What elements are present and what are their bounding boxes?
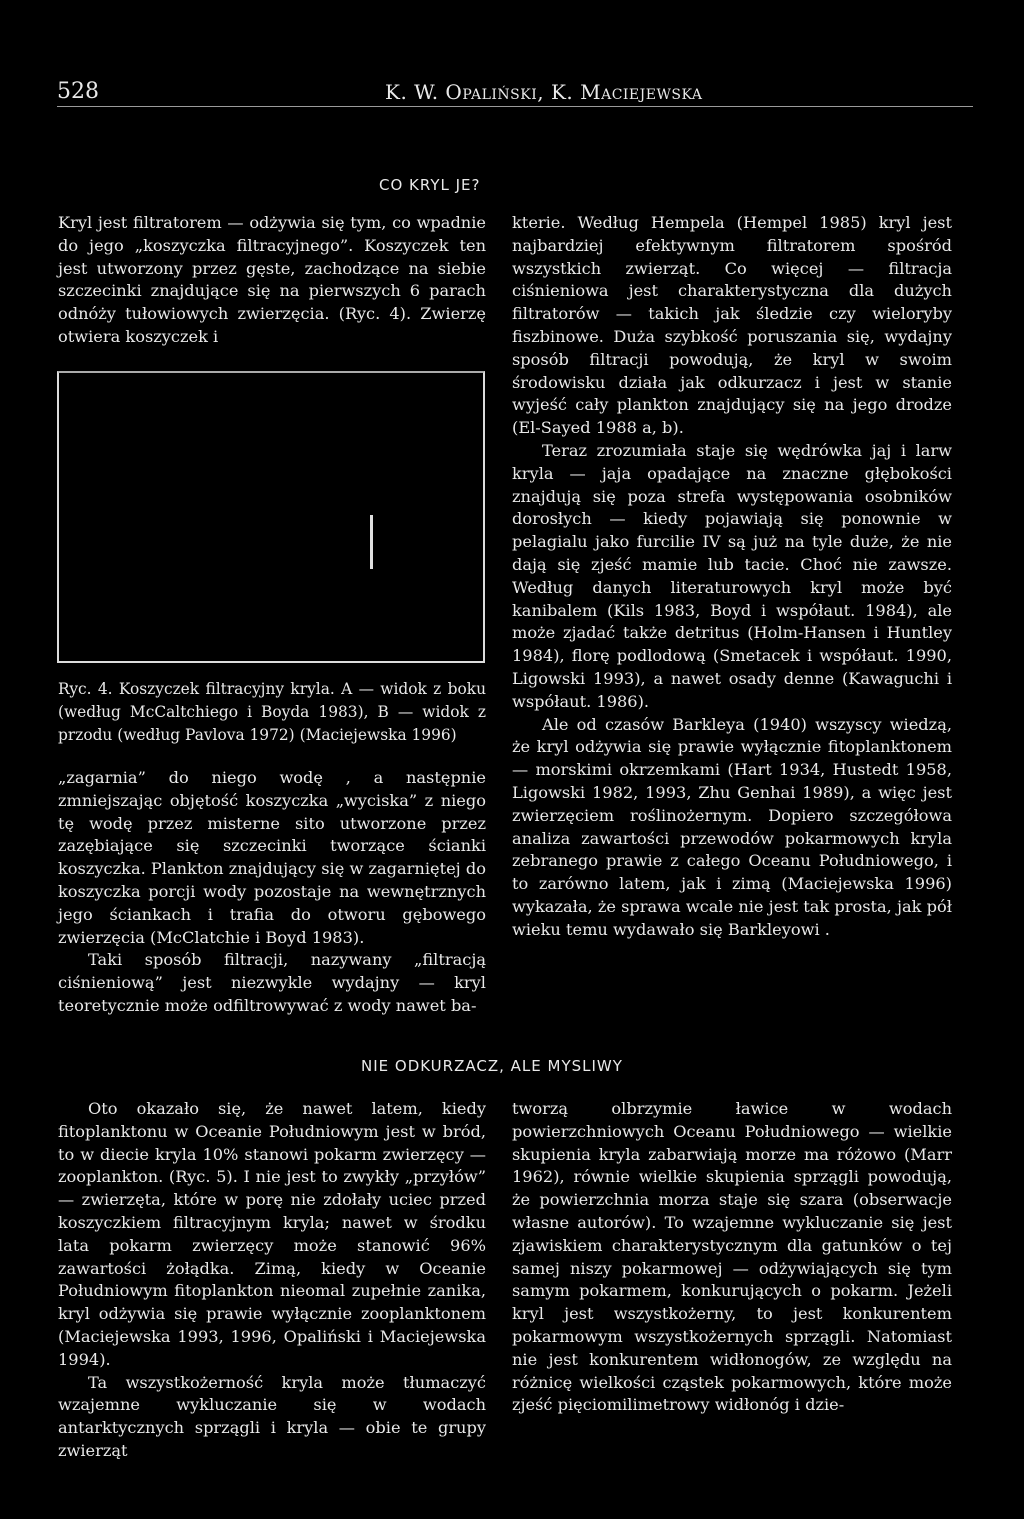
figure-mark xyxy=(370,515,373,569)
paragraph: Kryl jest filtratorem — odżywia się tym, co wpadnie do jego „koszyczka filtracyjnego”. Koszyczek ten jest utworzony przez gęste, zachodzące na siebie szczecinki znajdujące się na pierwszych 6 parach odnóży tułowiowych zwierzęcia. (Ryc. 4). Zwierzę otwiera koszyczek i xyxy=(58,213,486,346)
header-rule xyxy=(57,106,973,107)
paragraph: Oto okazało się, że nawet latem, kiedy fitoplanktonu w Oceanie Południowym jest w bród, to w diecie kryla 10% stanowi pokarm zwierzęcy — zooplankton. (Ryc. 5). I nie jest to zwykły „przyłów” — zwierzęta, które w porę nie zdołały uciec przed koszyczkiem filtracyjnym kryla; nawet w środku lata pokarm zwierzęcy może stanowić 96% zawartości żołądka. Zimą, kiedy w Oceanie Południowym fitoplankton nieomal zupełnie zanika, kryl odżywia się prawie wyłącznie zooplanktonem (Maciejewska 1993, 1996, Opaliński i Maciejewska 1994). xyxy=(58,1099,486,1369)
running-head-text: K. W. Opaliński, K. Maciejewska xyxy=(385,80,703,104)
page-number: 528 xyxy=(57,79,99,104)
figure-caption: Ryc. 4. Koszyczek filtracyjny kryla. A — widok z boku (według McCaltchiego i Boyda 1983), B — widok z przodu (według Pavlova 1972) (Maciejewska 1996) xyxy=(58,680,486,744)
paragraph: tworzą olbrzymie ławice w wodach powierzchniowych Oceanu Południowego — wielkie skupienia kryla zabarwiają morze ma różowo (Marr 1962), równie wielkie skupienia sprzągli powodują, że powierzchnia morza staje się szara (obserwacje własne autorów). To wzajemne wykluczanie się jest zjawiskiem charakterystycznym dla gatunków o tej samej niszy pokarmowej — odżywiających się tym samym pokarmem, konkurujących o pokarm. Jeżeli kryl jest wszystkożerny, to jest konkurentem pokarmowym wszystkożernych sprzągli. Natomiast nie jest konkurentem widłonogów, ze względu na różnicę wielkości cząstek pokarmowych, które może zjeść pięciomilimetrowy widłonóg i dzie- xyxy=(512,1099,952,1415)
paragraph: Ale od czasów Barkleya (1940) wszyscy wiedzą, że kryl odżywia się prawie wyłącznie fitoplanktonem — morskimi okrzemkami (Hart 1934, Hustedt 1958, Ligowski 1982, 1993, Zhu Genhai 1989), a więc jest zwierzęciem roślinożernym. Dopiero szczegółowa analiza zawartości przewodów pokarmowych kryla zebranego prawie z całego Oceanu Południowego, i to zarówno latem, jak i zimą (Maciejewska 1996) wykazała, że sprawa wcale nie jest tak prosta, jak pół wieku temu wydawało się Barkleyowi . xyxy=(512,714,952,939)
text-column-left-top xyxy=(58,212,486,349)
paragraph: Taki sposób filtracji, nazywany „filtracją ciśnieniową” jest niezwykle wydajny — kryl teoretycznie może odfiltrowywać z wody nawet ba- xyxy=(58,950,486,1015)
paragraph: „zagarnia” do niego wodę , a następnie zmniejszając objętość koszyczka „wyciska” z niego tę wodę przez misterne sito utworzone przez zazębiające się szczecinki tworzące ścianki koszyczka. Plankton znajdujący się w zagarniętej do koszyczka porcji wody pozostaje na wewnętrznych jego ściankach i trafia do otworu gębowego zwierzęcia (McClatchie i Boyd 1983). xyxy=(58,768,486,947)
text-column-left-bottom xyxy=(58,1098,486,1463)
paragraph: kterie. Według Hempela (Hempel 1985) kryl jest najbardziej efektywnym filtratorem spośród wszystkich zwierząt. Co więcej — filtracja ciśnieniowa jest charakterystyczna dla dużych filtratorów — takich jak śledzie czy wieloryby fiszbinowe. Duża szybkość poruszania się, wydajny sposób filtracji powodują, że kryl w swoim środowisku działa jak odkurzacz i jest w stanie wyjeść cały plankton znajdujący się na jego drodze (El-Sayed 1988 a, b). xyxy=(512,213,952,438)
section-title: NIE ODKURZACZ, ALE MYSLIWY xyxy=(361,1057,623,1075)
paragraph: Teraz zrozumiała staje się wędrówka jaj i larw kryla — jaja opadające na znaczne głębokości znajdują się poza strefa występowania osobników dorosłych — kiedy pojawiają się ponownie w pelagialu jako furcilie IV są już na tyle duże, że nie dają się zjeść mamie lub tacie. Choć nie zawsze. Według danych literaturowych kryl może być kanibalem (Kils 1983, Boyd i współaut. 1984), ale może zjadać także detritus (Holm-Hansen i Huntley 1984), florę podlodową (Smetacek i współaut. 1990, Ligowski 1993), a nawet osady denne (Kawaguchi i współaut. 1986). xyxy=(512,440,952,711)
text-column-left-middle xyxy=(58,767,486,1018)
text-column-right-bottom xyxy=(512,1098,952,1417)
running-head xyxy=(385,80,702,104)
paragraph: Ta wszystkożerność kryla może tłumaczyć wzajemne wykluczanie się w wodach antarktycznych sprzągli i kryla — obie te grupy zwierząt xyxy=(58,1372,486,1460)
section-title: CO KRYL JE? xyxy=(379,176,481,194)
figure-frame xyxy=(57,371,485,663)
text-column-right-top xyxy=(512,212,952,942)
